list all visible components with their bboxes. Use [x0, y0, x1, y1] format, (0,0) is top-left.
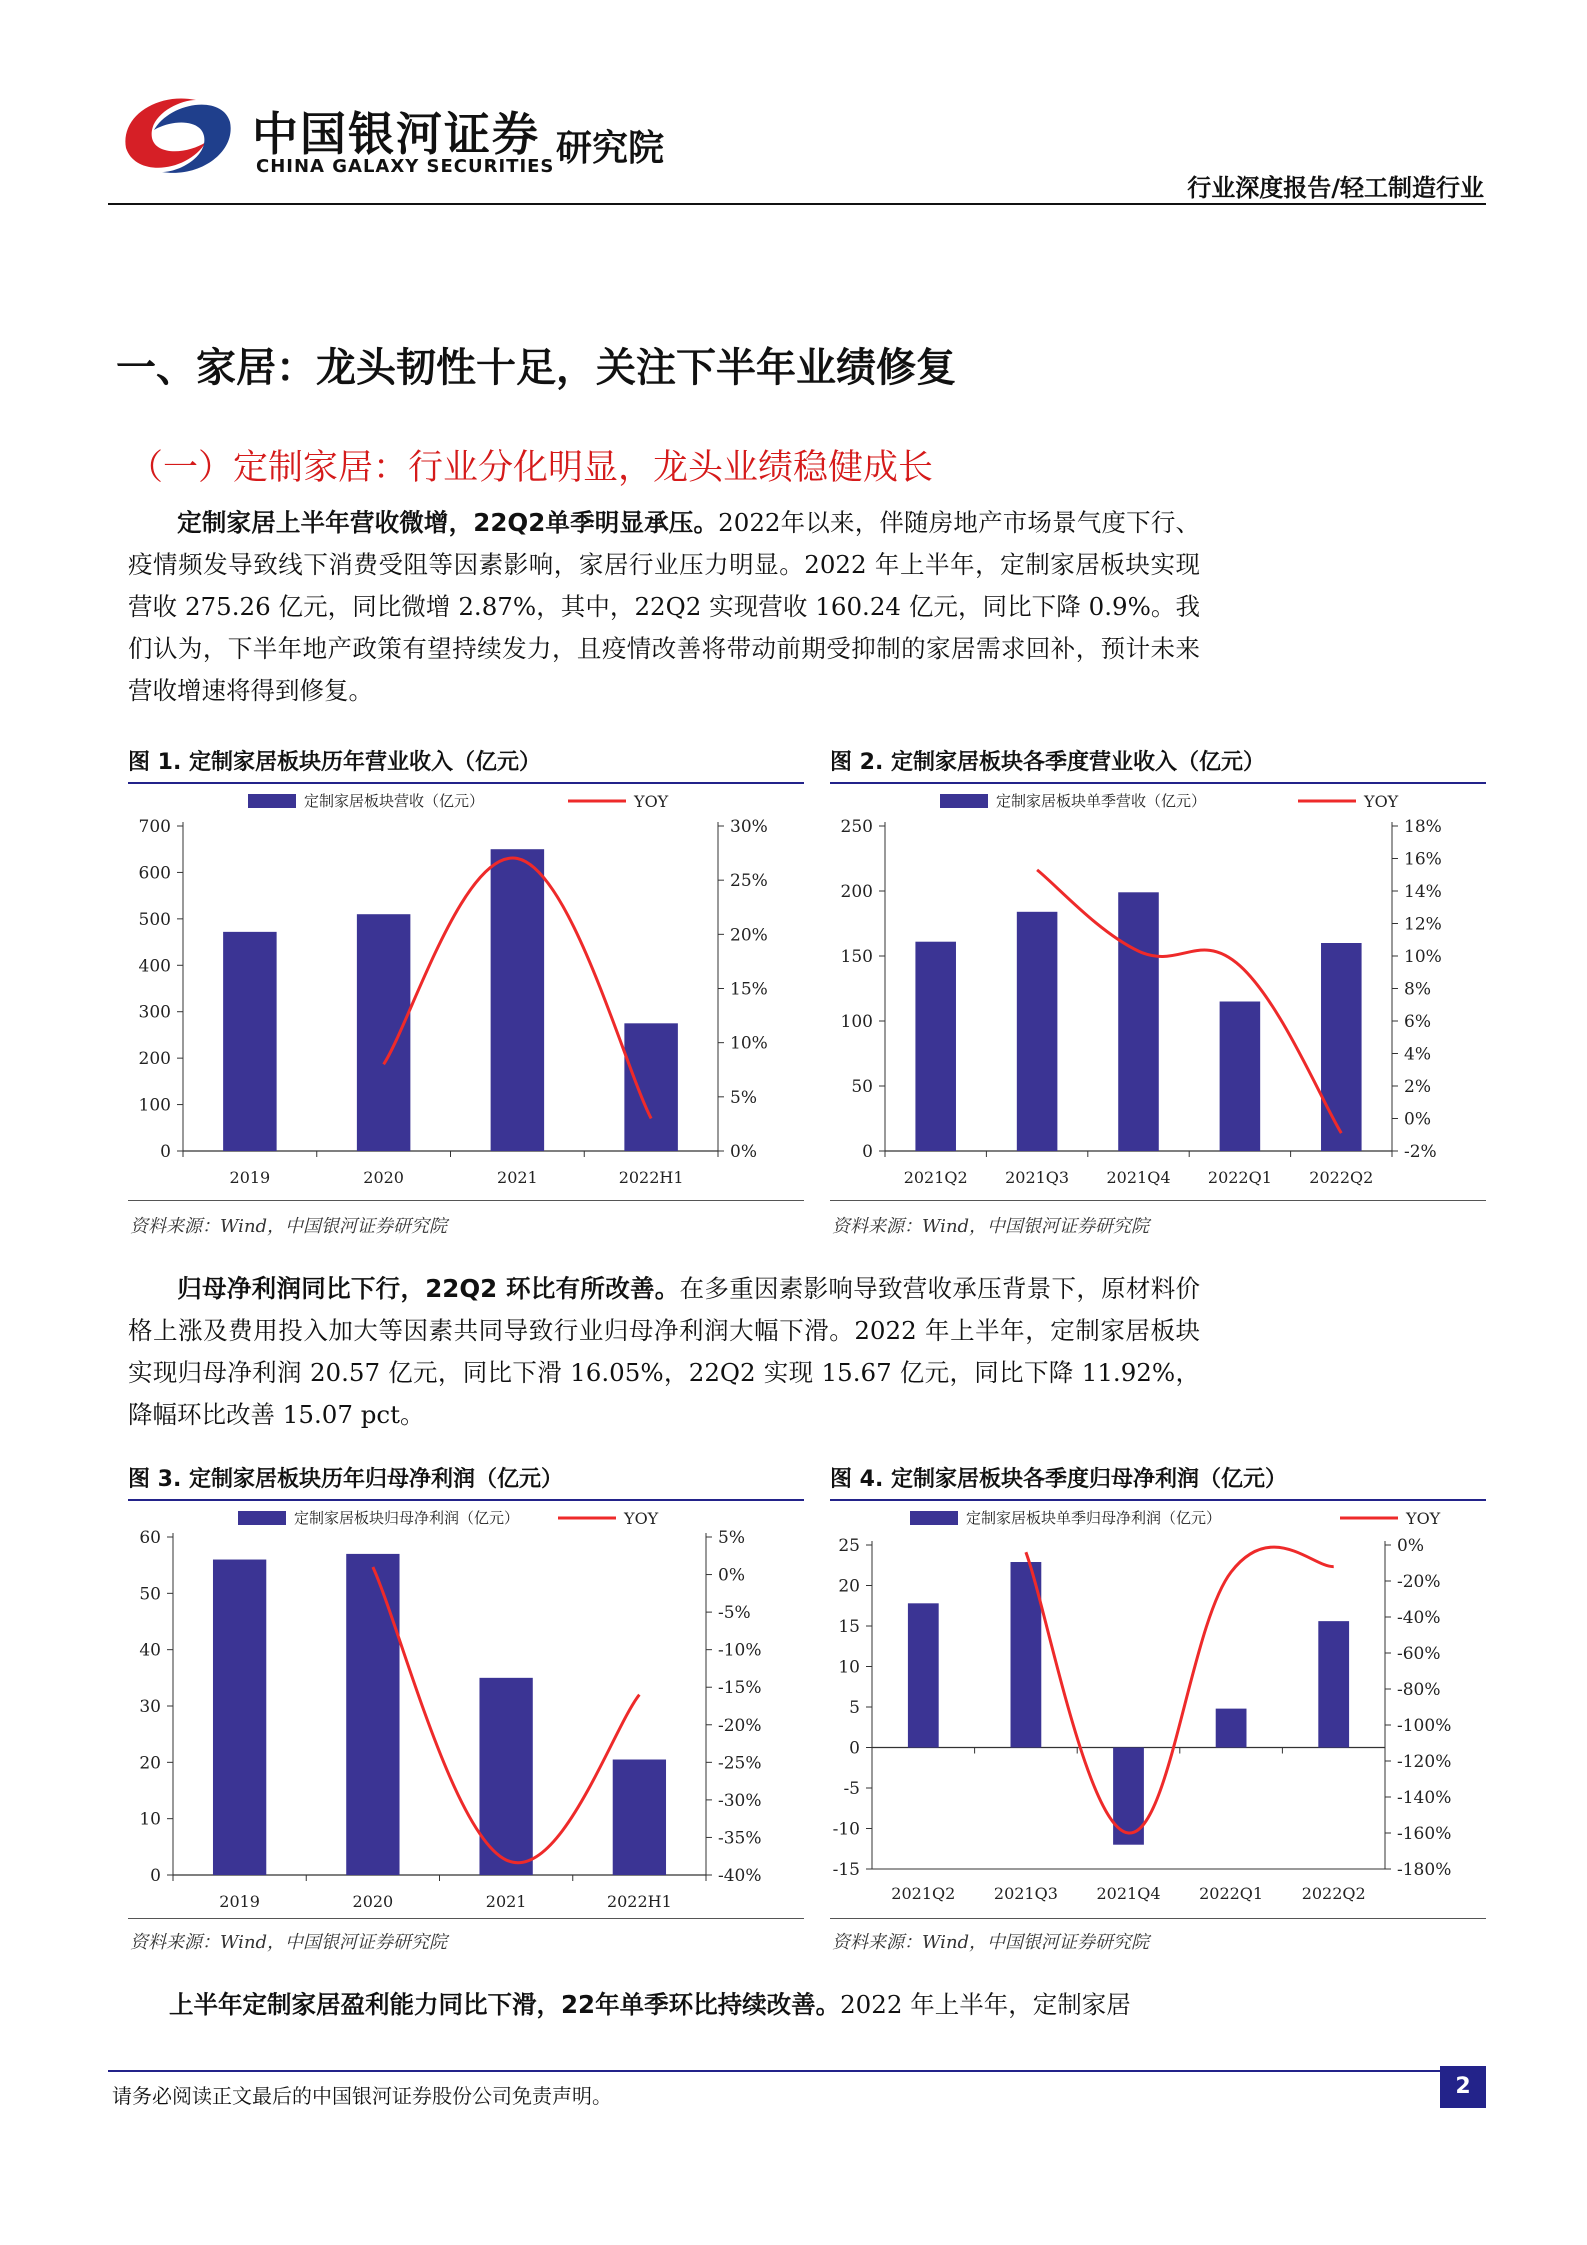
yoy-line: [1037, 870, 1341, 1133]
y2-tick-label: 0%: [1397, 1536, 1424, 1556]
chart-annual-revenue: [128, 784, 804, 1194]
y2-tick-label: -120%: [1397, 1752, 1452, 1772]
figure-2-source-rule: [830, 1200, 1486, 1201]
y-tick-label: 30: [139, 1697, 161, 1717]
chart-quarterly-net-profit: [830, 1501, 1486, 1913]
y2-tick-label: 12%: [1404, 914, 1442, 935]
y2-tick-label: -40%: [1397, 1608, 1441, 1628]
y-tick-label: 25: [838, 1536, 860, 1556]
legend-bar-label: 定制家居板块单季归母净利润（亿元）: [966, 1509, 1222, 1527]
y2-tick-label: 20%: [730, 925, 768, 946]
x-tick-label: 2022Q1: [1199, 1884, 1264, 1903]
y-tick-label: 40: [139, 1640, 161, 1661]
paragraph-lead: 归母净利润同比下行，22Q2 环比有所改善。: [177, 1274, 680, 1303]
x-tick-label: 2019: [229, 1168, 271, 1187]
legend-yoy-label: YOY: [1364, 792, 1399, 811]
legend-bar-swatch: [238, 1511, 286, 1525]
bar: [624, 1023, 678, 1151]
y-tick-label: 5: [849, 1698, 860, 1718]
y2-tick-label: -2%: [1404, 1142, 1437, 1162]
report-type: 行业深度报告/轻工制造行业: [1187, 174, 1484, 202]
section-title: 一、家居：龙头韧性十足，关注下半年业绩修复: [116, 345, 956, 391]
header-divider: [108, 203, 1486, 205]
bar: [1321, 943, 1362, 1151]
legend-bar-swatch: [910, 1511, 958, 1525]
y-tick-label: 60: [139, 1528, 161, 1548]
y2-tick-label: 5%: [730, 1087, 757, 1108]
figure-1-title: 图 1. 定制家居板块历年营业收入（亿元）: [128, 750, 541, 775]
y2-tick-label: -60%: [1397, 1644, 1441, 1664]
bar: [346, 1554, 399, 1875]
x-tick-label: 2021Q3: [993, 1884, 1058, 1903]
y2-tick-label: 10%: [1404, 947, 1442, 967]
y-tick-label: 10: [139, 1809, 161, 1830]
page-number: 2: [1440, 2066, 1486, 2108]
paragraph-body: 2022 年上半年，定制家居: [840, 1990, 1131, 2019]
y2-tick-label: -40%: [718, 1866, 762, 1886]
x-tick-label: 2022Q2: [1309, 1168, 1374, 1187]
legend-bar-label: 定制家居板块单季营收（亿元）: [996, 792, 1207, 810]
y-tick-label: 400: [138, 956, 171, 977]
figure-3-source-rule: [128, 1918, 804, 1919]
paragraph-body: 在多重因素影响导致营收承压背景下，原材料价格上涨及费用投入加大等因素共同导致行业归母净利润大幅下滑。2022 年上半年，定制家居板块实现归母净利润 20.57 亿元，同比下滑 16.05%，22Q2 实现 15.67 亿元，同比下降 11.92%，降幅环比改善 15.07 pct。: [128, 1274, 1201, 1429]
bar: [213, 1560, 266, 1875]
y-tick-label: 500: [138, 909, 171, 930]
x-tick-label: 2022Q2: [1301, 1884, 1366, 1903]
figure-1-source: 资料来源：Wind，中国银河证券研究院: [130, 1216, 448, 1237]
x-tick-label: 2020: [352, 1892, 394, 1911]
y2-tick-label: 6%: [1404, 1012, 1431, 1032]
legend-bar-swatch: [940, 794, 988, 808]
galaxy-logo-icon: [118, 86, 238, 186]
bar: [915, 942, 956, 1151]
figure-3-source: 资料来源：Wind，中国银河证券研究院: [130, 1932, 448, 1953]
figure-1-source-rule: [128, 1200, 804, 1201]
footer-divider: [108, 2070, 1486, 2072]
y2-tick-label: 2%: [1404, 1077, 1431, 1097]
y-tick-label: 20: [139, 1753, 161, 1774]
logo-chinese-name: 中国银河证券: [252, 107, 540, 161]
y2-tick-label: -20%: [1397, 1572, 1441, 1592]
y-tick-label: 250: [840, 817, 873, 837]
paragraph-body: 2022年以来，伴随房地产市场景气度下行、疫情频发导致线下消费受阻等因素影响，家居行业压力明显。2022 年上半年，定制家居板块实现营收 275.26 亿元，同比微增 2.87%，其中，22Q2 实现营收 160.24 亿元，同比下降 0.9%。我们认为，下半年地产政策有望持续发力，且疫情改善将带动前期受抑制的家居需求回补，预计未来营收增速将得到修复。: [128, 508, 1200, 705]
y2-tick-label: -20%: [718, 1715, 762, 1736]
subsection-title: （一）定制家居：行业分化明显，龙头业绩稳健成长: [128, 448, 934, 488]
y2-tick-label: -5%: [718, 1603, 751, 1624]
y-tick-label: 300: [138, 1002, 171, 1023]
y-tick-label: 20: [838, 1576, 860, 1597]
paragraph-net-profit: [128, 1268, 1200, 1436]
bar: [1216, 1709, 1247, 1748]
x-tick-label: 2022Q1: [1207, 1168, 1272, 1187]
y-tick-label: 200: [840, 882, 873, 902]
bar: [1017, 912, 1058, 1151]
logo-institute: 研究院: [556, 128, 665, 169]
x-tick-label: 2021Q4: [1106, 1168, 1171, 1187]
bar: [357, 914, 411, 1151]
y2-tick-label: 0%: [718, 1565, 745, 1586]
x-tick-label: 2020: [363, 1168, 404, 1187]
y2-tick-label: 25%: [730, 871, 768, 892]
figure-4-source-rule: [830, 1918, 1486, 1919]
y2-tick-label: -160%: [1397, 1824, 1452, 1844]
y-tick-label: 0: [150, 1866, 161, 1886]
bar: [908, 1603, 939, 1747]
y-tick-label: 100: [138, 1095, 171, 1116]
y-tick-label: -15: [832, 1860, 860, 1880]
bar: [1318, 1621, 1349, 1747]
y-tick-label: 100: [840, 1012, 873, 1032]
x-tick-label: 2021Q3: [1005, 1168, 1070, 1187]
figure-3-title: 图 3. 定制家居板块历年归母净利润（亿元）: [128, 1467, 563, 1492]
y-tick-label: 15: [838, 1617, 860, 1637]
x-tick-label: 2021Q2: [903, 1168, 968, 1187]
y-tick-label: 600: [138, 863, 171, 884]
bar: [613, 1760, 666, 1875]
paragraph-revenue: [128, 502, 1200, 712]
y-tick-label: 0: [862, 1142, 873, 1162]
paragraph-profitability: [128, 1984, 1200, 2026]
legend-bar-swatch: [248, 794, 296, 808]
x-tick-label: 2021: [497, 1168, 538, 1187]
y2-tick-label: 14%: [1404, 882, 1442, 902]
footer-disclaimer: 请务必阅读正文最后的中国银河证券股份公司免责声明。: [112, 2084, 612, 2108]
figure-2-source: 资料来源：Wind，中国银河证券研究院: [832, 1216, 1150, 1237]
y2-tick-label: 4%: [1404, 1044, 1431, 1065]
bar: [491, 849, 545, 1151]
y2-tick-label: -140%: [1397, 1788, 1452, 1808]
y2-tick-label: 0%: [730, 1142, 757, 1162]
y-tick-label: 150: [840, 947, 873, 967]
legend-bar-label: 定制家居板块营收（亿元）: [304, 792, 485, 810]
x-tick-label: 2022H1: [606, 1892, 672, 1911]
bar: [1118, 892, 1159, 1151]
paragraph-lead: 上半年定制家居盈利能力同比下滑，22年单季环比持续改善。: [169, 1990, 841, 2019]
y2-tick-label: -30%: [718, 1790, 762, 1811]
figure-4-source: 资料来源：Wind，中国银河证券研究院: [832, 1932, 1150, 1953]
figure-2-title: 图 2. 定制家居板块各季度营业收入（亿元）: [830, 750, 1265, 775]
y2-tick-label: 18%: [1404, 817, 1442, 837]
y2-tick-label: -15%: [718, 1678, 762, 1699]
y2-tick-label: 16%: [1404, 849, 1442, 870]
y2-tick-label: -80%: [1397, 1680, 1441, 1700]
y-tick-label: -10: [832, 1819, 860, 1840]
chart-quarterly-revenue: [830, 784, 1486, 1194]
bar: [1220, 1002, 1261, 1152]
y-tick-label: 200: [138, 1049, 171, 1070]
y2-tick-label: 15%: [730, 979, 768, 1000]
y-tick-label: 10: [838, 1657, 860, 1678]
y2-tick-label: -180%: [1397, 1860, 1452, 1880]
y2-tick-label: 30%: [730, 817, 768, 837]
x-tick-label: 2021Q4: [1096, 1884, 1161, 1903]
x-tick-label: 2019: [219, 1892, 260, 1911]
y-tick-label: -5: [843, 1779, 860, 1799]
y2-tick-label: -10%: [718, 1640, 762, 1661]
figure-4-title: 图 4. 定制家居板块各季度归母净利润（亿元）: [830, 1467, 1287, 1492]
legend-yoy-label: YOY: [1406, 1509, 1441, 1528]
y2-tick-label: 10%: [730, 1033, 768, 1054]
y-tick-label: 0: [160, 1142, 171, 1162]
x-tick-label: 2021Q2: [891, 1884, 956, 1903]
legend-yoy-label: YOY: [624, 1509, 659, 1528]
chart-annual-net-profit: [128, 1501, 804, 1913]
y2-tick-label: -100%: [1397, 1716, 1452, 1736]
y2-tick-label: 0%: [1404, 1109, 1431, 1130]
legend-yoy-label: YOY: [634, 792, 669, 811]
y2-tick-label: -25%: [718, 1753, 762, 1774]
logo-english-name: CHINA GALAXY SECURITIES: [256, 156, 555, 177]
y-tick-label: 700: [138, 817, 171, 837]
y2-tick-label: 5%: [718, 1528, 745, 1548]
paragraph-lead: 定制家居上半年营收微增，22Q2单季明显承压。: [177, 508, 719, 537]
y-tick-label: 50: [139, 1584, 161, 1605]
yoy-line: [1026, 1547, 1334, 1833]
y-tick-label: 50: [851, 1077, 873, 1097]
y2-tick-label: 8%: [1404, 979, 1431, 1000]
bar: [223, 932, 277, 1151]
x-tick-label: 2021: [485, 1892, 527, 1911]
x-tick-label: 2022H1: [618, 1168, 684, 1187]
y-tick-label: 0: [849, 1738, 860, 1759]
legend-bar-label: 定制家居板块归母净利润（亿元）: [294, 1509, 520, 1527]
y2-tick-label: -35%: [718, 1828, 762, 1849]
